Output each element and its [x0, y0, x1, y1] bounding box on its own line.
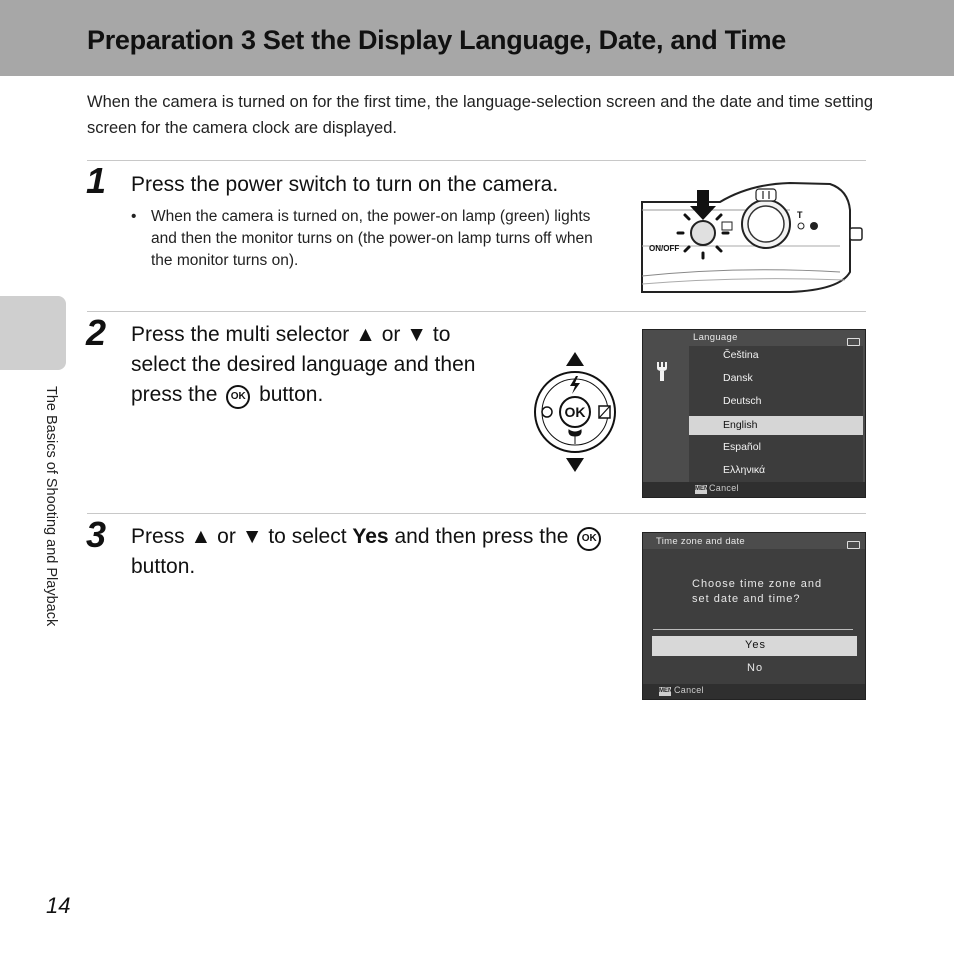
divider	[87, 513, 866, 514]
heading-part: to select	[268, 525, 347, 548]
down-arrow-icon: ▼	[406, 323, 428, 346]
language-item[interactable]: Dansk	[723, 372, 753, 384]
divider	[87, 160, 866, 161]
camera-top-illustration	[640, 180, 866, 296]
bullet-text: When the camera is turned on, the power-on lamp (green) lights and then the monitor turns on (the power-on lamp turns off when the monitor turns on).	[151, 208, 593, 269]
ok-center-label: OK	[564, 404, 586, 420]
language-screen	[642, 329, 866, 498]
language-item[interactable]: Deutsch	[723, 395, 762, 407]
yes-word: Yes	[352, 525, 389, 548]
step-heading	[131, 320, 511, 410]
heading-part: Press the multi selector	[131, 323, 350, 346]
multi-selector-illustration	[530, 350, 622, 474]
heading-part: and then press the	[394, 525, 569, 548]
step-heading: Press the power switch to turn on the camera.	[131, 173, 559, 196]
menu-icon: MENU	[695, 486, 713, 492]
heading-part: button.	[259, 383, 324, 406]
yes-option[interactable]: Yes	[745, 639, 766, 651]
heading-part: to select the desired language and then press the	[131, 323, 476, 406]
cancel-label[interactable]: Cancel	[709, 483, 739, 493]
or-word: or	[217, 525, 236, 548]
screen-footer	[643, 482, 865, 497]
step-heading	[131, 522, 621, 582]
down-arrow-icon: ▼	[241, 525, 263, 548]
battery-icon	[847, 338, 860, 346]
cancel-label[interactable]: Cancel	[674, 685, 704, 695]
up-arrow-icon: ▲	[190, 525, 212, 548]
ok-button-icon: OK	[226, 385, 250, 409]
wrench-icon	[653, 360, 671, 382]
divider	[653, 629, 853, 630]
heading-part: Press	[131, 525, 185, 548]
language-highlight	[689, 416, 863, 435]
or-word: or	[381, 323, 401, 346]
battery-icon	[847, 541, 860, 549]
up-arrow-icon: ▲	[355, 323, 376, 346]
language-item[interactable]: Čeština	[723, 349, 759, 361]
menu-icon: MENU	[659, 688, 677, 694]
heading-part: button.	[131, 555, 196, 578]
chapter-tab	[0, 296, 66, 370]
language-item-selected[interactable]: English	[723, 419, 758, 431]
divider	[87, 311, 866, 312]
screen-footer	[643, 684, 865, 699]
chapter-label: The Basics of Shooting and Playback	[43, 386, 59, 627]
screen-title: Time zone and date	[656, 536, 746, 547]
step-number: 3	[86, 514, 107, 555]
time-zone-screen	[642, 532, 866, 700]
page-number: 14	[46, 893, 71, 918]
step-bullet	[131, 206, 611, 272]
language-item[interactable]: Ελληνικά	[723, 464, 766, 476]
title-bar	[0, 0, 954, 76]
ok-button-icon: OK	[577, 527, 601, 551]
on-off-label: ON/OFF	[649, 244, 680, 253]
bullet-dot: •	[131, 208, 137, 225]
language-item[interactable]: Español	[723, 441, 761, 453]
prompt-line: set date and time?	[692, 593, 801, 605]
prompt-line: Choose time zone and	[692, 578, 823, 590]
step-number: 2	[86, 312, 107, 353]
page-title: Preparation 3 Set the Display Language, Date, and Time	[87, 25, 786, 55]
zoom-label: T	[797, 210, 803, 220]
no-option[interactable]: No	[747, 662, 764, 674]
step-number: 1	[86, 160, 107, 201]
intro-paragraph: When the camera is turned on for the first time, the language-selection screen and the date and time setting screen for the camera clock are displayed.	[87, 93, 874, 137]
screen-title: Language	[693, 332, 738, 343]
language-list	[689, 346, 863, 482]
